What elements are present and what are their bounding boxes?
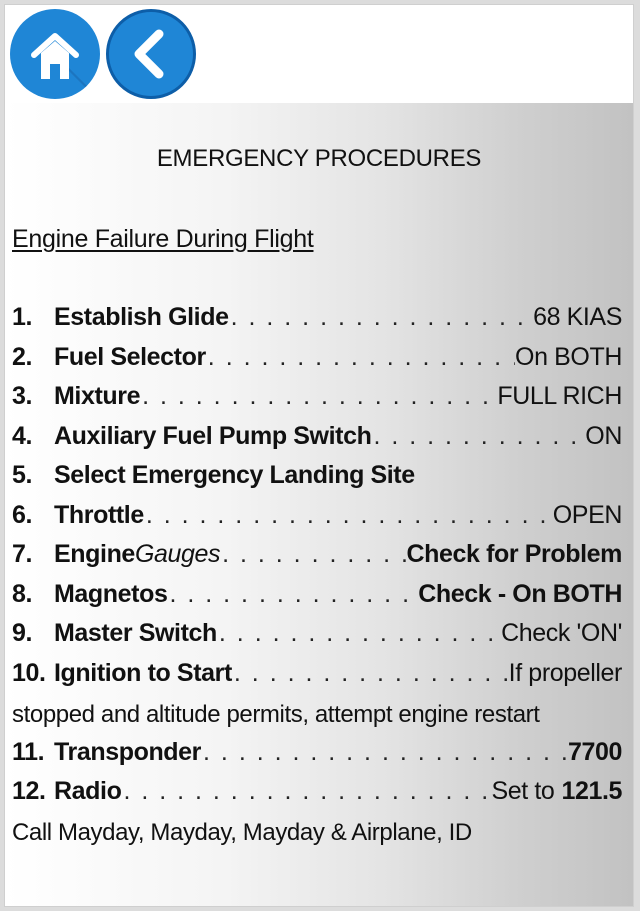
step-value: OPEN (552, 501, 622, 529)
step-label: Magnetos (54, 580, 168, 608)
step-number: 12. (12, 777, 46, 805)
step-number: 5. (12, 461, 33, 489)
step-number: 2. (12, 343, 33, 371)
mayday-note: Call Mayday, Mayday, Mayday & Airplane, ID (12, 819, 472, 846)
step-row-1 (12, 303, 622, 341)
step-value: Check - On BOTH (418, 580, 622, 608)
step-label: Engine (54, 540, 135, 568)
section-heading: Engine Failure During Flight (12, 225, 314, 253)
step-label: Mixture (54, 382, 141, 410)
home-button[interactable] (10, 9, 100, 99)
step-value: ON (585, 422, 622, 450)
step-value: Check 'ON' (501, 619, 622, 647)
step-label: Throttle (54, 501, 144, 529)
step-number: 7. (12, 540, 33, 568)
step-value: 121.5 (561, 777, 622, 805)
step-label: Ignition to Start (54, 659, 232, 687)
page-title: EMERGENCY PROCEDURES (156, 145, 482, 172)
step-value: On BOTH (515, 343, 622, 371)
step-row-9 (12, 619, 622, 657)
step-row-2 (12, 343, 622, 381)
step-label: Establish Glide (54, 303, 229, 331)
leader-dots (121, 777, 491, 806)
step-label: Radio (54, 777, 122, 805)
back-button[interactable] (106, 9, 196, 99)
step-number: 8. (12, 580, 33, 608)
step-number: 1. (12, 303, 33, 331)
leader-dots (167, 580, 418, 609)
step-label: Fuel Selector (54, 343, 206, 371)
step-row-3 (12, 382, 622, 420)
leader-dots (201, 738, 568, 767)
top-nav-bar (5, 5, 633, 103)
step-row-10 (12, 659, 622, 697)
step-value: FULL RICH (497, 382, 622, 410)
step-number: 4. (12, 422, 33, 450)
step-row-6 (12, 501, 622, 539)
step-label: Auxiliary Fuel Pump Switch (54, 422, 372, 450)
leader-dots (220, 540, 406, 569)
step-row-12 (12, 777, 622, 815)
step-value: 68 KIAS (533, 303, 622, 331)
step-value-prefix: Set to (491, 777, 555, 805)
leader-dots (371, 422, 585, 451)
step-label: Transponder (54, 738, 202, 766)
leader-dots (140, 382, 497, 411)
step-row-4 (12, 422, 622, 460)
step-row-7 (12, 540, 622, 578)
step-number: 9. (12, 619, 33, 647)
chevron-left-icon (109, 12, 193, 96)
step-number: 11. (12, 738, 45, 766)
step-value: If propeller (508, 659, 622, 687)
step-number: 3. (12, 382, 33, 410)
step-label: Master Switch (54, 619, 217, 647)
step-number: 10. (12, 659, 46, 687)
step-row-8 (12, 580, 622, 618)
home-icon (10, 9, 100, 99)
procedure-panel (5, 103, 633, 906)
leader-dots (217, 619, 501, 648)
step-label: Select Emergency Landing Site (54, 461, 415, 489)
leader-dots (229, 303, 533, 332)
step-10-continuation: stopped and altitude permits, attempt engine restart (12, 701, 540, 728)
step-label-italic: Gauges (134, 540, 221, 568)
leader-dots (144, 501, 553, 530)
app-frame (4, 4, 634, 907)
step-row-11 (12, 738, 622, 776)
step-row-5 (12, 461, 622, 499)
step-number: 6. (12, 501, 33, 529)
step-value: Check for Problem (406, 540, 622, 568)
step-value: 7700 (567, 738, 622, 766)
leader-dots (232, 659, 509, 688)
leader-dots (206, 343, 515, 372)
